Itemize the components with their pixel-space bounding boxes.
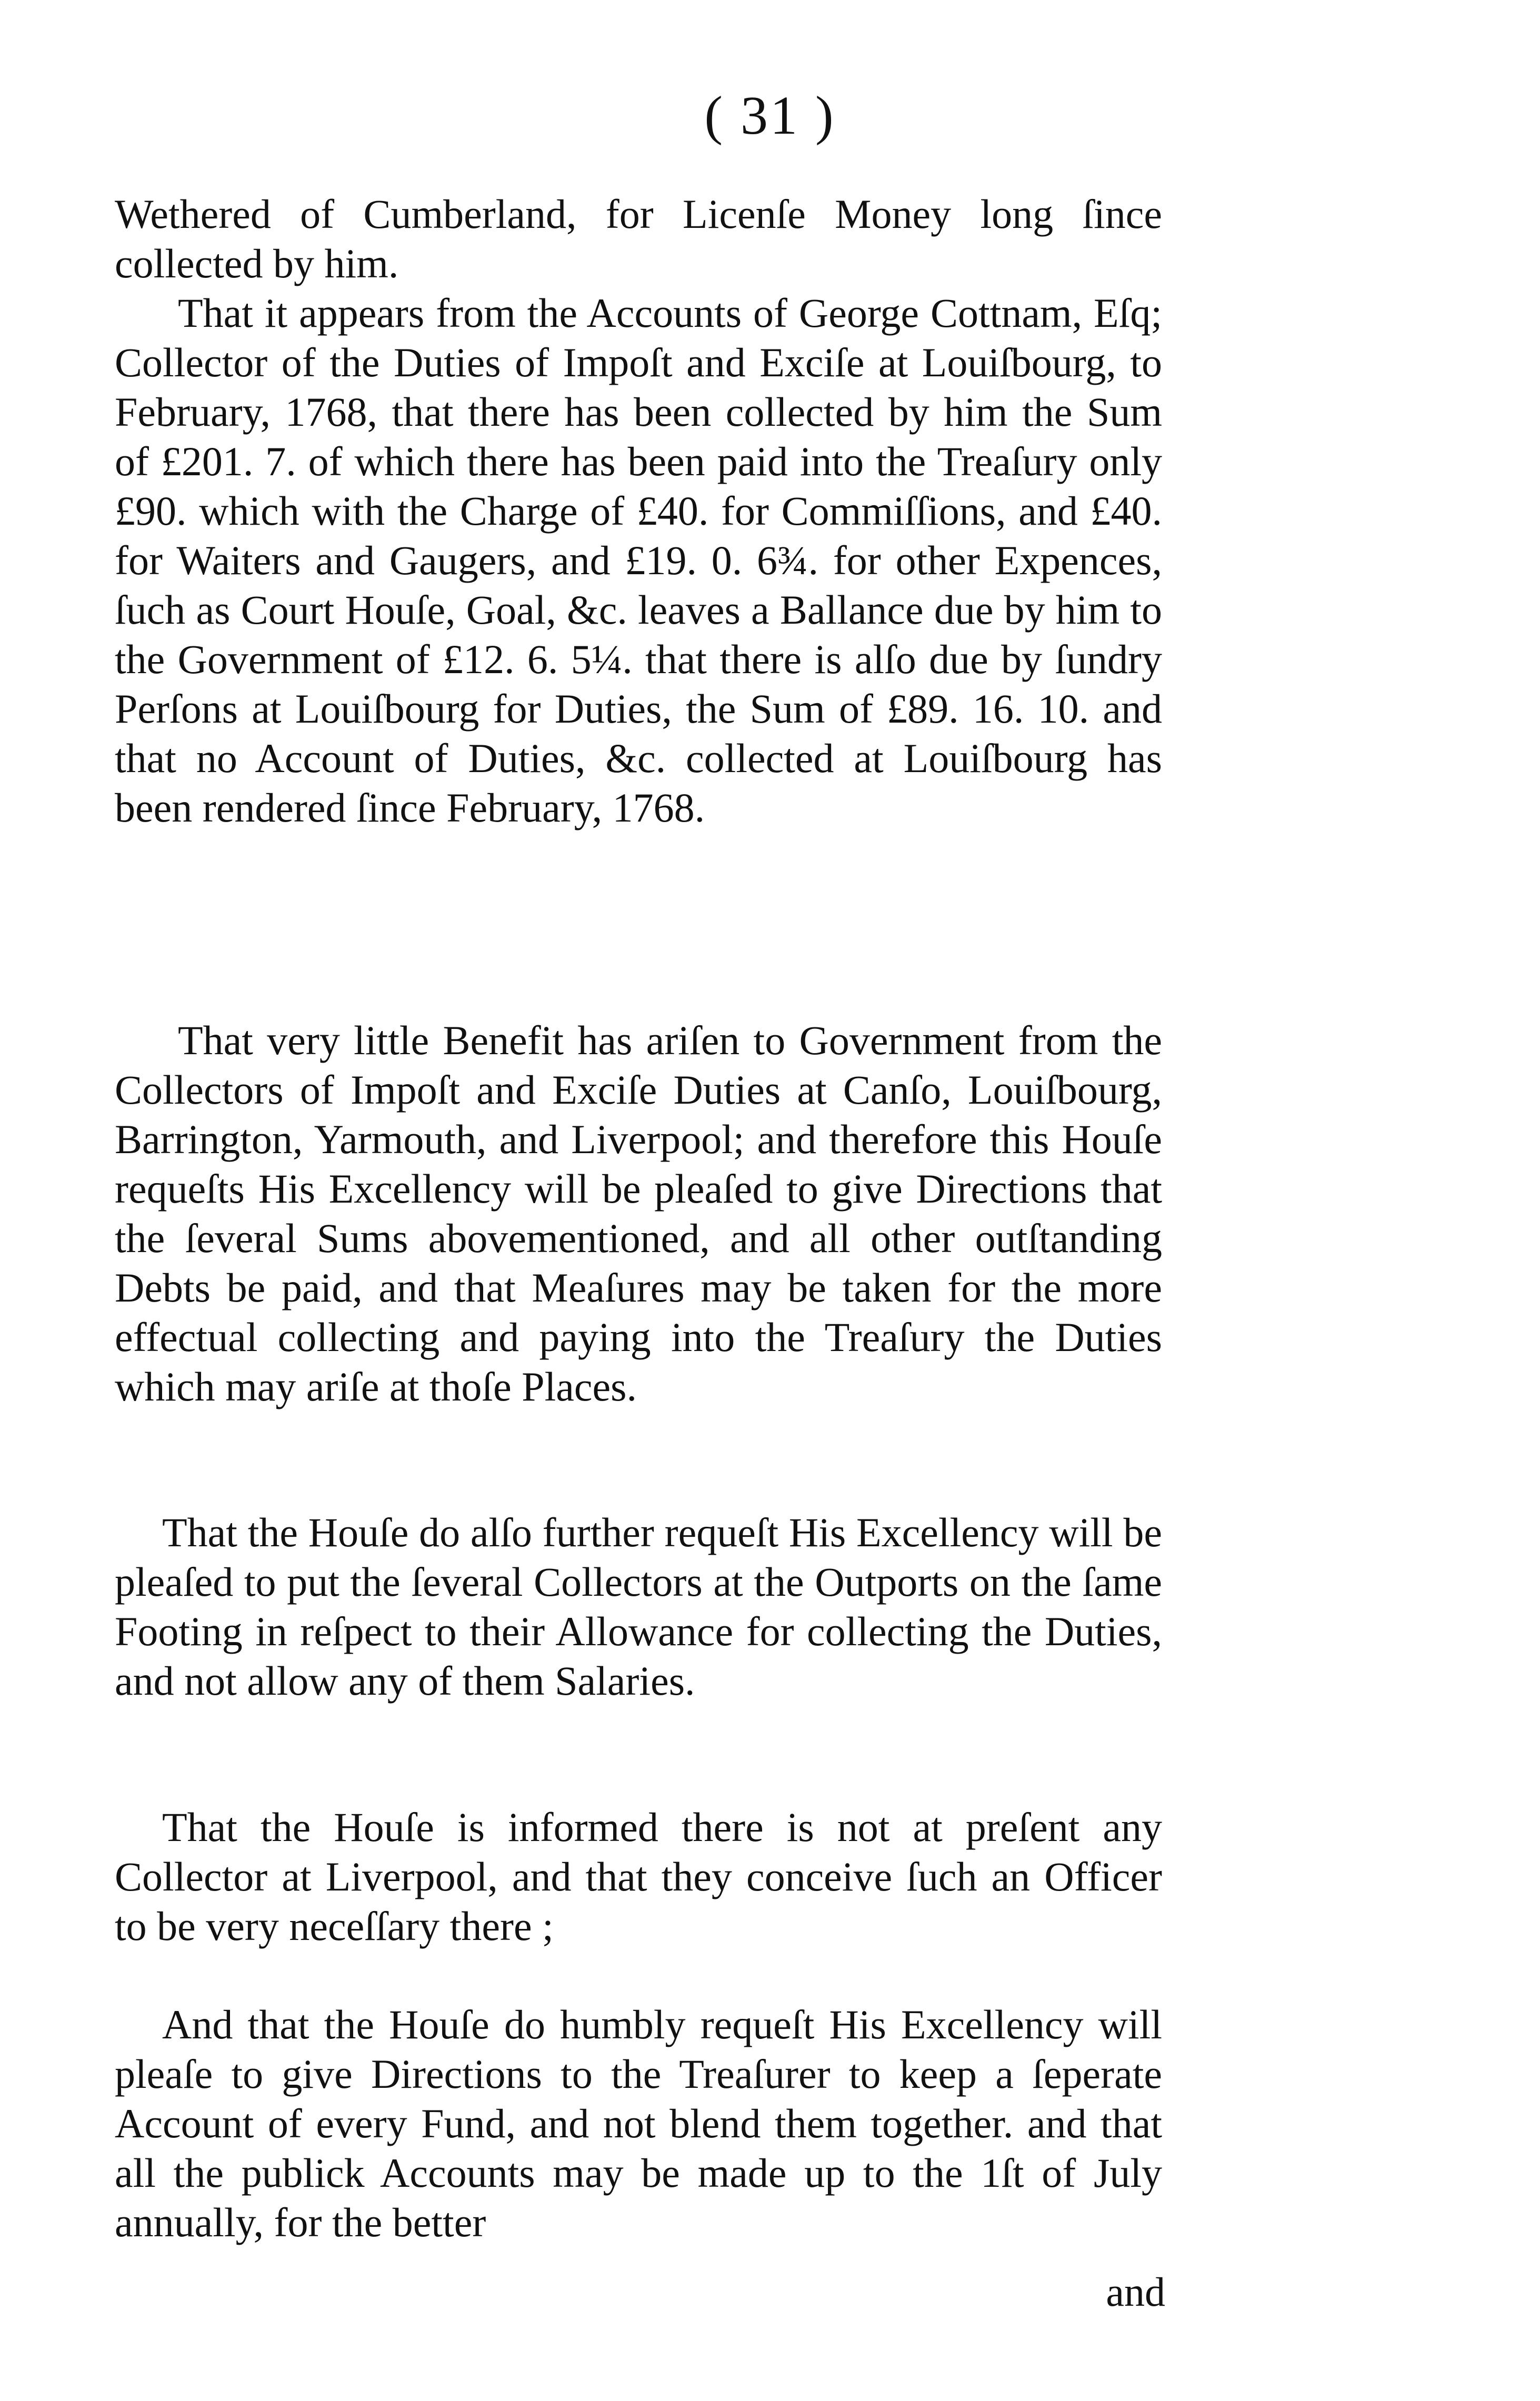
paragraph-3: That very little Benefit has ariſen to Government from the Collectors of Impoſt and Exciſe Duties at Canſo, Louiſbourg, Barrington, Yarmouth, and Liverpool; and therefore this Houſe requeſts His Excellency will be pleaſed to give Directions that the ſeveral Sums abovementioned, and all other outſtanding Debts be paid, and that Meaſures may be taken for the more effectual collecting and paying into the Treaſury the Duties which may ariſe at thoſe Places. (115, 1017, 1162, 1409)
page-number: ( 31 ) (704, 85, 836, 146)
catchword: and (1106, 2269, 1165, 2315)
paragraph-1: Wethered of Cumberland, for Licenſe Money long ſince collected by him. (115, 191, 1162, 286)
paragraph-4: That the Houſe do alſo further requeſt His Excellency will be pleaſed to put the ſeveral Collectors at the Outports on the ſame Footing in reſpect to their Allowance for collecting the Duties, and not allow any of them Salaries. (115, 1509, 1162, 1704)
paragraph-2: That it appears from the Accounts of George Cottnam, Eſq; Collector of the Duties of Impoſt and Exciſe at Louiſbourg, to February, 1768, that there has been collected by him the Sum of £201. 7. of which there has been paid into the Treaſury only £90. which with the Charge of £40. for Commiſſions, and £40. for Waiters and Gaugers, and £19. 0. 6¾. for other Expences, ſuch as Court Houſe, Goal, &c. leaves a Ballance due by him to the Government of £12. 6. 5¼. that there is alſo due by ſundry Perſons at Louiſbourg for Duties, the Sum of £89. 16. 10. and that no Account of Duties, &c. collected at Louiſbourg has been rendered ſince February, 1768. (115, 290, 1162, 831)
paragraph-6: And that the Houſe do humbly requeſt His Excellency will pleaſe to give Directions to the Treaſurer to keep a ſeperate Account of every Fund, and not blend them together. and that all the publick Accounts may be made up to the 1ſt of July annually, for the better (115, 2002, 1162, 2245)
paragraph-5: That the Houſe is informed there is not at preſent any Collector at Liverpool, and that they conceive ſuch an Officer to be very neceſſary there ; (115, 1804, 1162, 1949)
